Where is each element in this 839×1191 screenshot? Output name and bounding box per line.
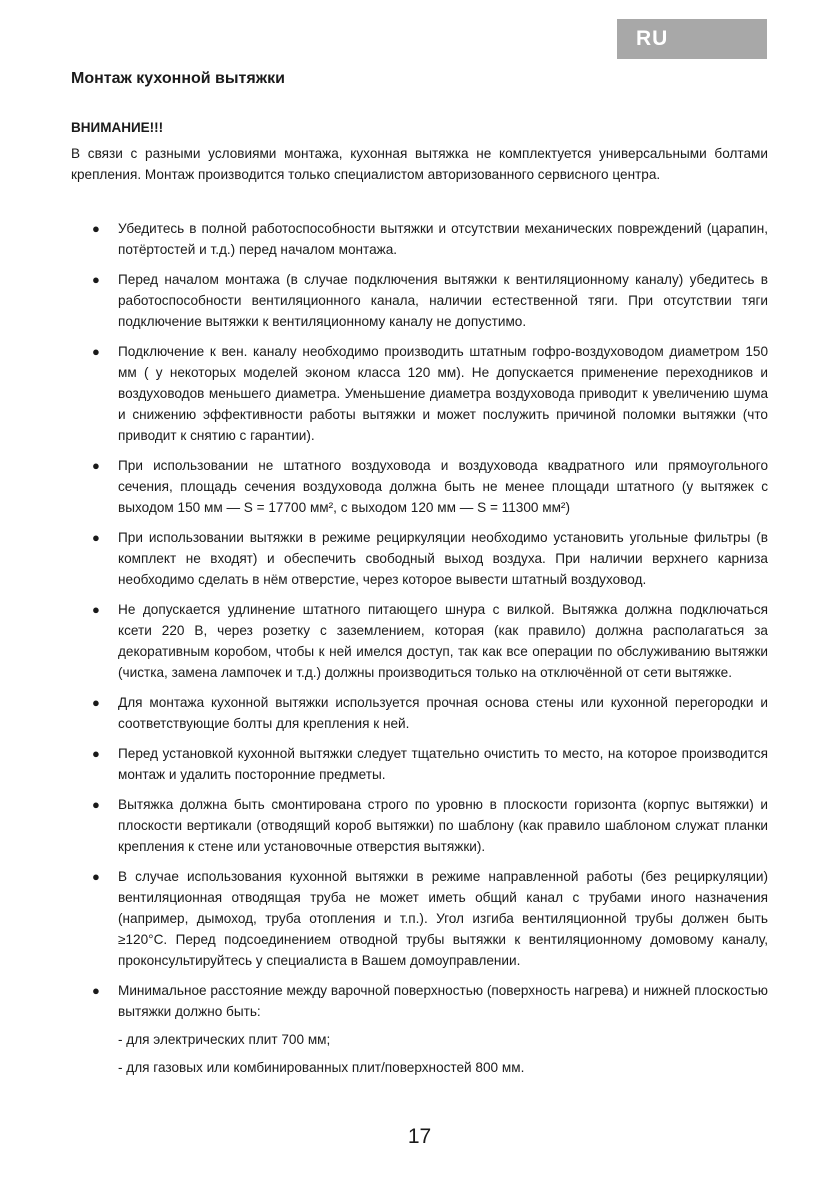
list-item-text: При использовании не штатного воздуховода и воздуховода квадратного или прямоугольного сечения, площадь сечения воздуховода должна быть не менее площади штатного (у вытяжек с выходом 150 мм — S = 17700 мм², с выходом 120 мм — S = 11300 мм²) [118,458,768,515]
bullet-icon: ● [92,272,100,287]
list-item-text: Перед установкой кухонной вытяжки следует тщательно очистить то место, на которое производится монтаж и удалить посторонние предметы. [118,746,768,782]
list-item [92,269,768,332]
intro-paragraph: В связи с разными условиями монтажа, кухонная вытяжка не комплектуется универсальными болтами крепления. Монтаж производится только специалистом авторизованного сервисного центра. [71,146,768,182]
sub-item-gas: - для газовых или комбинированных плит/поверхностей 800 мм. [118,1060,525,1075]
list-item [92,866,768,971]
list-item [92,692,768,734]
list-item [92,455,768,518]
bullet-icon: ● [92,458,100,473]
list-item-text: Перед началом монтажа (в случае подключения вытяжки к вентиляционному каналу) убедитесь в работоспособности вентиляционного канала, наличии естественной тяги. При отсутствии тяги подключение вытяжки к вентиляционному каналу не допустимо. [118,272,768,329]
sub-item-electric: - для электрических плит 700 мм; [118,1032,331,1047]
list-item-text: При использовании вытяжки в режиме рециркуляции необходимо установить угольные фильтры (в комплект не входят) и обеспечить свободный выход воздуха. При наличии верхнего карниза необходимо сделать в нём отверстие, через которое вывести штатный воздуховод. [118,530,768,587]
bullet-icon: ● [92,746,100,761]
list-item-text: Убедитесь в полной работоспособности вытяжки и отсутствии механических повреждений (царапин, потёртостей и т.д.) перед началом монтажа. [118,221,768,257]
list-item [92,980,768,1078]
list-item [92,743,768,785]
list-item [92,794,768,857]
instruction-list [92,218,768,1087]
list-item-text: Вытяжка должна быть смонтирована строго по уровню в плоскости горизонта (корпус вытяжки) и плоскости вертикали (отводящий короб вытяжки) по шаблону (как правило шаблоном служат планки крепления к стене или установочные отверстия вытяжки). [118,797,768,854]
list-item-text: Не допускается удлинение штатного питающего шнура с вилкой. Вытяжка должна подключаться ксети 220 В, через розетку с заземлением, которая (как правило) должна располагаться за декоративным коробом, чтобы к ней имелся доступ, так как все операции по обслуживанию вытяжки (чистка, замена лампочек и т.д.) должны производиться только на отключённой от сети вытяжке. [118,602,768,680]
bullet-icon: ● [92,983,100,998]
list-item [92,527,768,590]
language-badge: RU [617,19,767,59]
list-item [92,218,768,260]
list-item-text: Подключение к вен. каналу необходимо производить штатным гофро-воздуховодом диаметром 150 мм ( у некоторых моделей эконом класса 120 мм). Не допускается применение переходников и воздуховодов меньшего диаметра. Уменьшение диаметра воздуховода приводит к увеличению шума и снижению эффективности работы вытяжки и может послужить причиной поломки вытяжки (что приводит к снятию с гарантии). [118,344,768,443]
list-item [92,599,768,683]
list-item-text: В случае использования кухонной вытяжки в режиме направленной работы (без рециркуляции) вентиляционная отводящая труба не может иметь общий канал с трубами иного назначения (например, дымоход, труба отопления и т.п.). Угол изгиба вентиляционной трубы должен быть ≥120°С. Перед подсоединением отводной трубы вытяжки к вентиляционному домовому каналу, проконсультируйтесь у специалиста в Вашем домоуправлении. [118,869,768,968]
list-item [92,341,768,446]
warning-heading: ВНИМАНИЕ!!! [71,120,164,135]
list-item-text: Минимальное расстояние между варочной поверхностью (поверхность нагрева) и нижней плоскостью вытяжки должно быть: [118,983,768,1019]
bullet-icon: ● [92,530,100,545]
section-title: Монтаж кухонной вытяжки [71,70,285,87]
bullet-icon: ● [92,602,100,617]
bullet-icon: ● [92,695,100,710]
bullet-icon: ● [92,221,100,236]
bullet-icon: ● [92,344,100,359]
bullet-icon: ● [92,869,100,884]
list-item-text: Для монтажа кухонной вытяжки используется прочная основа стены или кухонной перегородки и соответствующие болты для крепления к ней. [118,695,768,731]
page-number: 17 [407,1125,432,1148]
bullet-icon: ● [92,797,100,812]
